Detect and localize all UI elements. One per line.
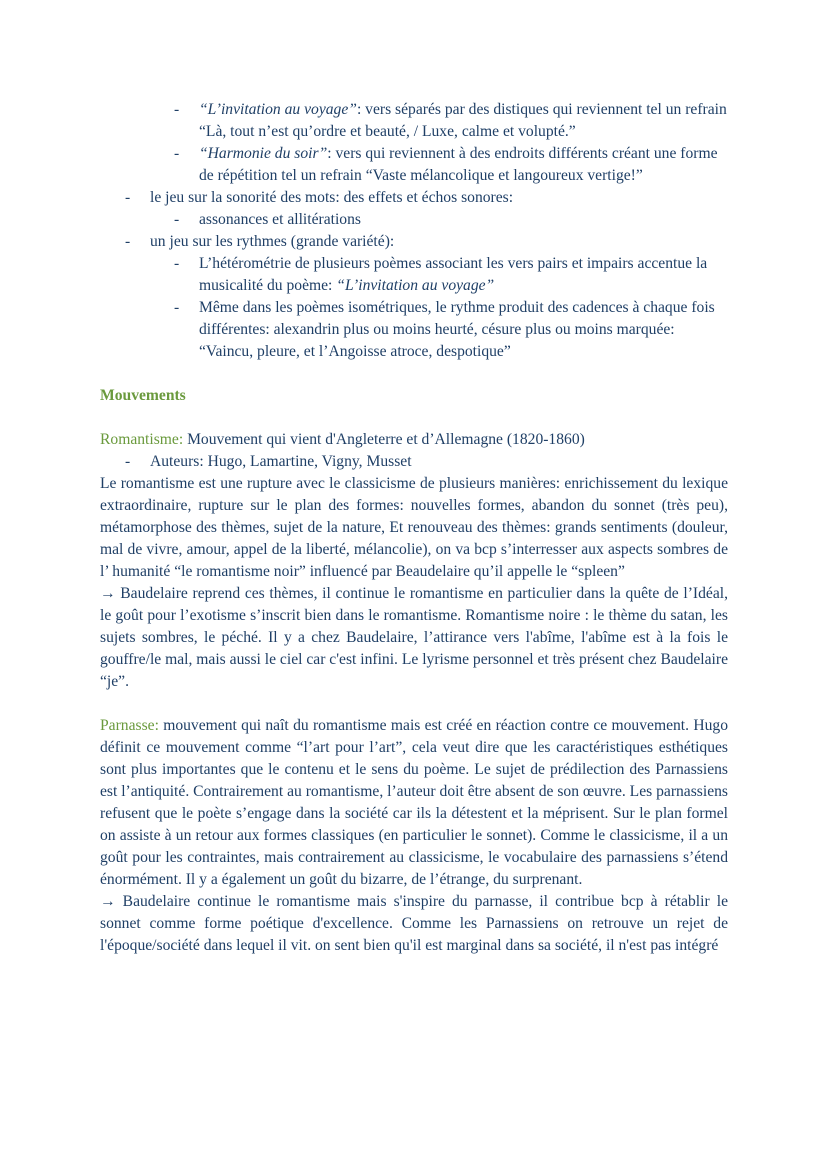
paragraph bbox=[100, 715, 728, 891]
list-item-text: : vers qui reviennent à des endroits différents créant une forme de répétition tel un refrain “Vaste mélancolique et langoureux vertige!” bbox=[199, 145, 718, 184]
list-item bbox=[100, 297, 728, 363]
list-item-text: assonances et allitérations bbox=[199, 211, 361, 228]
list-item bbox=[100, 253, 728, 297]
paragraph: Le romantisme est une rupture avec le classicisme de plusieurs manières: enrichissement du lexique extraordinaire, rupture sur le plan des formes: nouvelles formes, abandon du sonnet (très peu), métamorphose des thèmes, sujet de la nature, Et renouveau des thèmes: grands sentiments (douleur, mal de vivre, amour, appel de la liberté, mélancolie), on va bcp s’interresser aux aspects sombres de l’ humanité “le romantisme noir” influencé par Beaudelaire qu’il appelle le “spleen” bbox=[100, 475, 728, 580]
poem-title: “Harmonie du soir” bbox=[199, 145, 328, 162]
list-item bbox=[100, 99, 728, 143]
list-item bbox=[100, 187, 728, 209]
list-item bbox=[100, 451, 728, 473]
movement-label: Romantisme: bbox=[100, 431, 184, 448]
movement-intro-text: Mouvement qui vient d'Angleterre et d’Allemagne (1820-1860) bbox=[183, 431, 585, 448]
bullet-dash: - bbox=[125, 233, 131, 250]
list-item bbox=[100, 143, 728, 187]
spacer bbox=[100, 407, 728, 429]
paragraph: → Baudelaire reprend ces thèmes, il continue le romantisme en particulier dans la quête de l’Idéal, le goût pour l’exotisme s’inscrit bien dans le romantisme. Romantisme noire : le thème du satan, les sujets sombres, le péché. Il y a chez Baudelaire, l’attirance vers l'abîme, l'abîme est à la fois le gouffre/le mal, mais aussi le ciel car c'est infini. Le lyrisme personnel et très présent chez Baudelaire “je”. bbox=[100, 585, 728, 690]
list-item-text: Auteurs: Hugo, Lamartine, Vigny, Musset bbox=[150, 453, 412, 470]
bullet-dash: - bbox=[125, 453, 131, 470]
bullet-dash: - bbox=[174, 145, 180, 162]
list-item-text: le jeu sur la sonorité des mots: des effets et échos sonores: bbox=[150, 189, 514, 206]
bullet-dash: - bbox=[125, 189, 131, 206]
romantisme-intro bbox=[100, 429, 728, 451]
list-item-text: L’hétérométrie de plusieurs poèmes associant les vers pairs et impairs accentue la musicalité du poème: bbox=[199, 255, 708, 294]
bullet-dash: - bbox=[174, 299, 180, 316]
paragraph: → Baudelaire continue le romantisme mais s'inspire du parnasse, il contribue bcp à rétablir le sonnet comme forme poétique d'excellence. Comme les Parnassiens on retrouve un rejet de l'époque/société dans lequel il vit. on sent bien qu'il est marginal dans sa société, il n'est pas intégré bbox=[100, 893, 728, 954]
list-item bbox=[100, 231, 728, 253]
bullet-dash: - bbox=[174, 101, 180, 118]
list-item-text: Même dans les poèmes isométriques, le rythme produit des cadences à chaque fois différentes: alexandrin plus ou moins heurté, césure plus ou moins marquée: “Vaincu, pleure, et l’Angoisse atroce, despotique” bbox=[199, 299, 715, 360]
bullet-dash: - bbox=[174, 255, 180, 272]
movement-label: Parnasse: bbox=[100, 717, 159, 734]
paragraph-text: mouvement qui naît du romantisme mais est créé en réaction contre ce mouvement. Hugo définit ce mouvement comme “l’art pour l’art”, cela veut dire que les caractéristiques esthétiques sont plus importantes que le contenu et le sens du poème. Le sujet de prédilection des Parnassiens est l’antiquité. Contrairement au romantisme, l’auteur doit être absent de son œuvre. Les parnassiens refusent que le poète s’engage dans la société car ils la détestent et la méprisent. Sur le plan formel on assiste à un retour aux formes classiques (en particulier le sonnet). Comme le classicisme, il a un goût pour les contraintes, mais contrairement au classicisme, le vocabulaire des parnassiens s’étend énormément. Il y a également un goût du bizarre, de l’étrange, du surprenant. bbox=[100, 717, 728, 888]
list-item-text: un jeu sur les rythmes (grande variété): bbox=[150, 233, 395, 250]
list-item-text: : vers séparés par des distiques qui reviennent tel un refrain “Là, tout n’est qu’ordre et beauté, / Luxe, calme et volupté.” bbox=[199, 101, 727, 140]
poem-title: “L’invitation au voyage” bbox=[199, 101, 357, 118]
spacer bbox=[100, 693, 728, 715]
bullet-dash: - bbox=[174, 211, 180, 228]
section-heading: Mouvements bbox=[100, 387, 186, 404]
list-item bbox=[100, 209, 728, 231]
poem-title: “L’invitation au voyage” bbox=[336, 277, 495, 294]
